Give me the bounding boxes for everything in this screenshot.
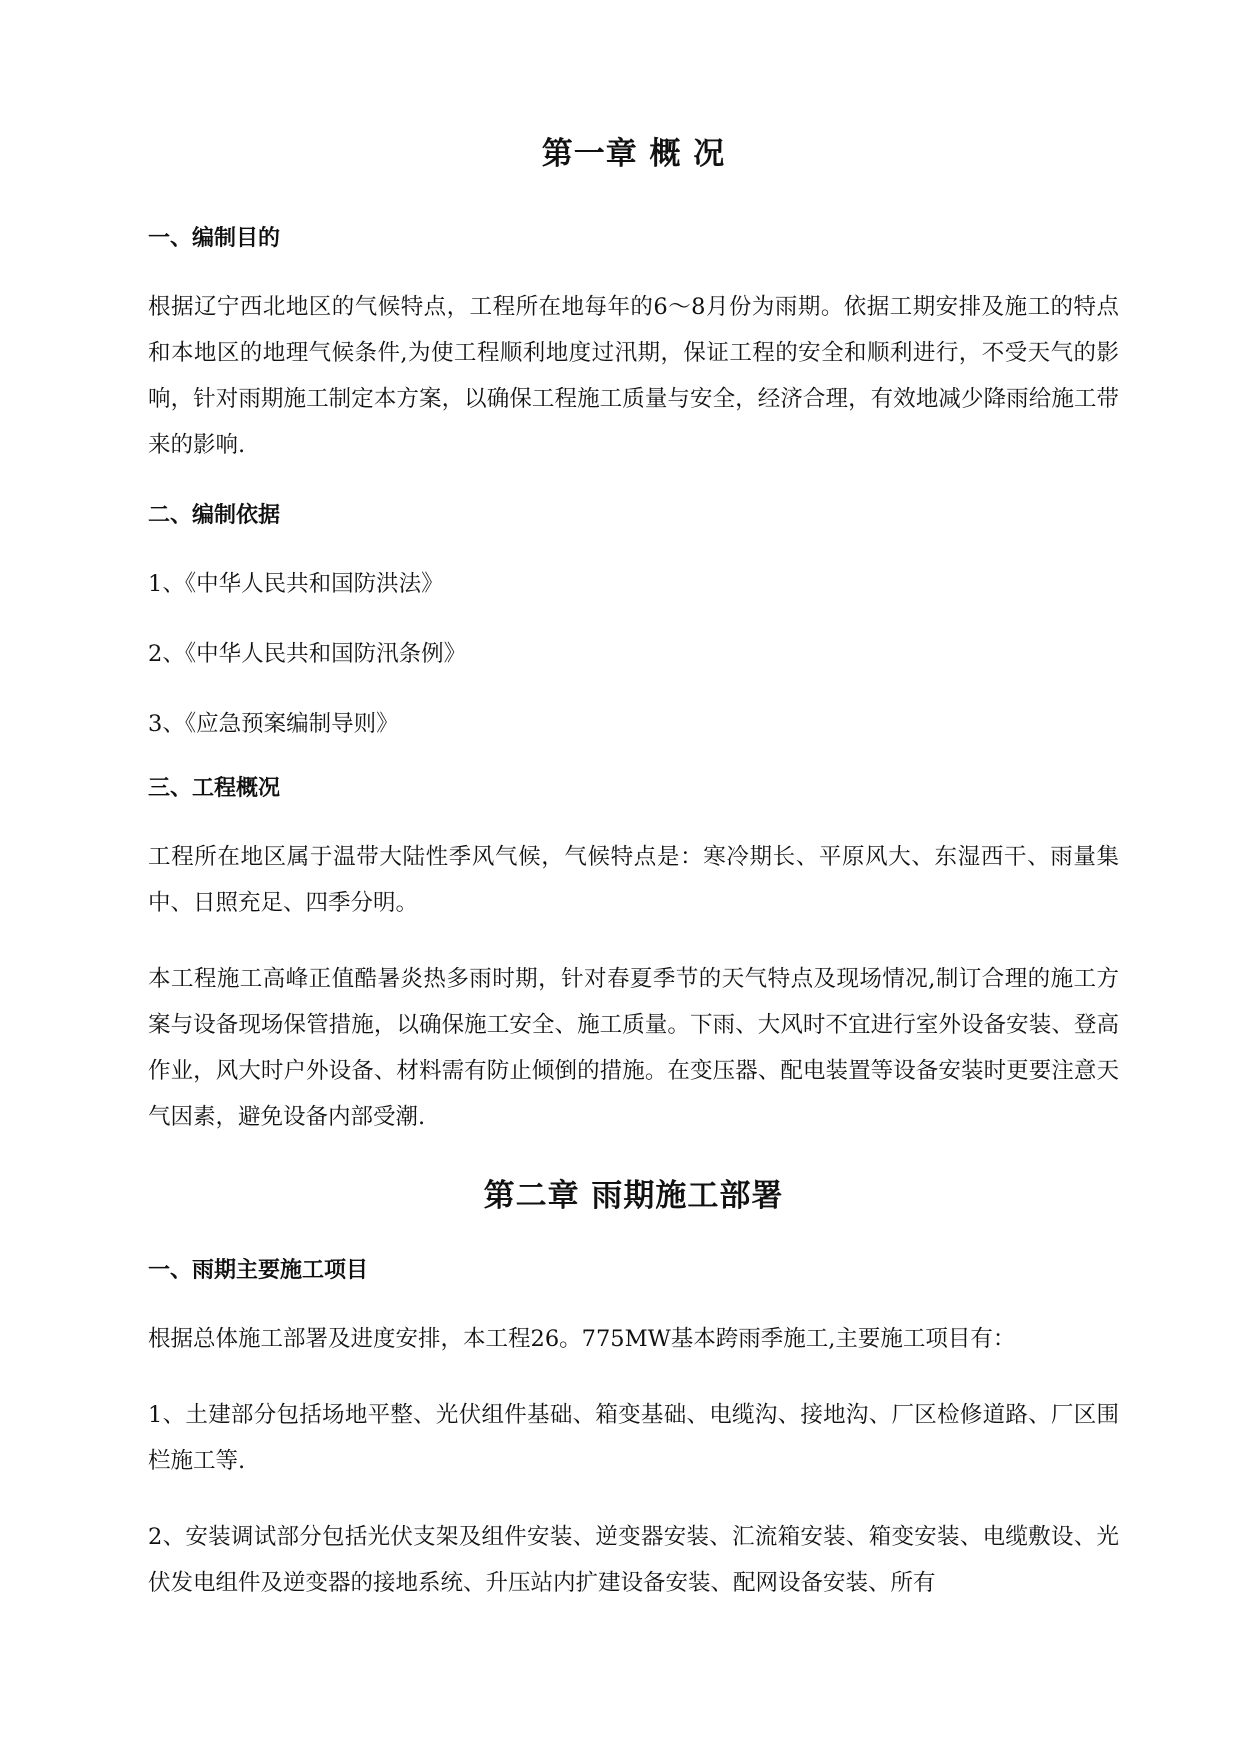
section-heading-purpose: 一、编制目的 [148, 226, 281, 251]
paragraph-civil-works: 1、土建部分包括场地平整、光伏组件基础、箱变基础、电缆沟、接地沟、厂区检修道路、厂区围栏施工等. [148, 1402, 1119, 1474]
basis-item-3: 3、《应急预案编制导则》 [148, 711, 399, 737]
paragraph-climate: 工程所在地区属于温带大陆性季风气候，气候特点是：寒冷期长、平原风大、东湿西干、雨量集中、日照充足、四季分明。 [148, 844, 1119, 916]
section-heading-overview: 三、工程概况 [148, 776, 281, 801]
paragraph-construction-period: 本工程施工高峰正值酷暑炎热多雨时期，针对春夏季节的天气特点及现场情况,制订合理的施工方案与设备现场保管措施，以确保施工安全、施工质量。下雨、大风时不宜进行室外设备安装、登高作业，风大时户外设备、材料需有防止倾倒的措施。在变压器、配电装置等设备安装时更要注意天气因素，避免设备内部受潮. [148, 966, 1119, 1130]
basis-item-2: 2、《中华人民共和国防汛条例》 [148, 641, 467, 667]
paragraph-purpose: 根据辽宁西北地区的气候特点，工程所在地每年的6～8月份为雨期。依据工期安排及施工的特点和本地区的地理气候条件,为使工程顺利地度过汛期，保证工程的安全和顺利进行，不受天气的影响，针对雨期施工制定本方案，以确保工程施工质量与安全，经济合理，有效地减少降雨给施工带来的影响. [148, 294, 1119, 458]
chapter-1-title: 第一章 概 况 [541, 136, 726, 172]
paragraph-installation: 2、安装调试部分包括光伏支架及组件安装、逆变器安装、汇流箱安装、箱变安装、电缆敷设、光伏发电组件及逆变器的接地系统、升压站内扩建设备安装、配网设备安装、所有 [148, 1524, 1119, 1596]
chapter-2-title: 第二章 雨期施工部署 [483, 1178, 784, 1214]
paragraph-schedule: 根据总体施工部署及进度安排，本工程26。775MW基本跨雨季施工,主要施工项目有： [148, 1326, 1016, 1352]
section-heading-rainy-items: 一、雨期主要施工项目 [148, 1258, 369, 1283]
section-heading-basis: 二、编制依据 [148, 503, 281, 528]
basis-item-1: 1、《中华人民共和国防洪法》 [148, 571, 444, 597]
